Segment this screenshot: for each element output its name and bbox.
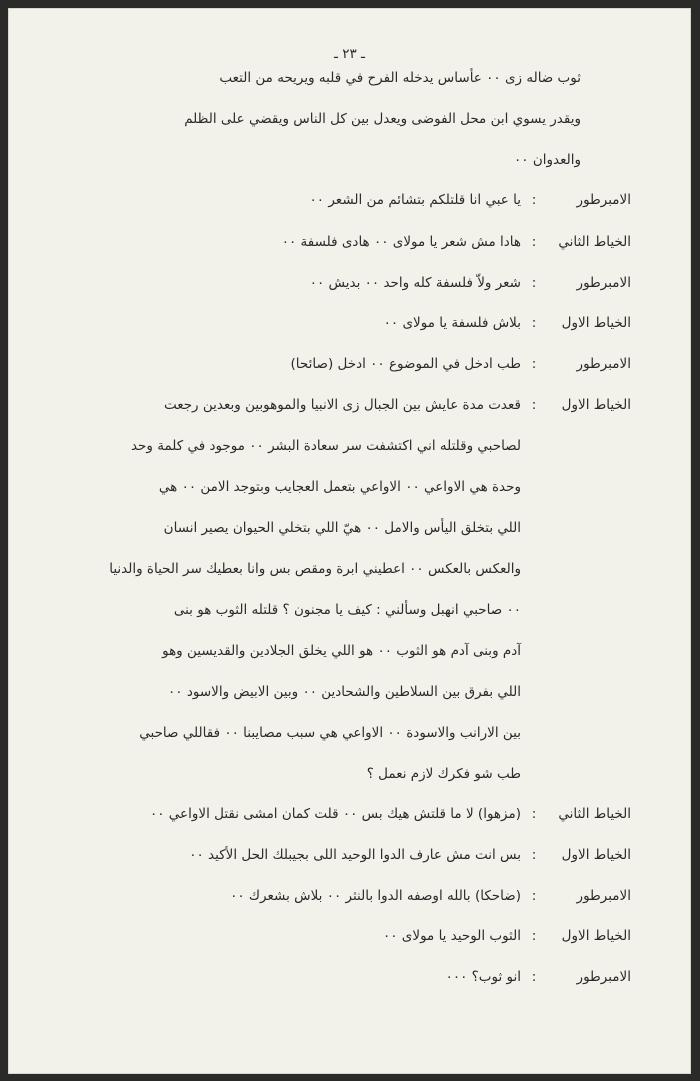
dialogue-line: يا عبي انا قلتلكم بتشائم من الشعر ٠٠: [309, 192, 521, 208]
speaker-colon: :: [531, 315, 537, 331]
document-page: [8, 8, 691, 1074]
speaker-name: الخياط الاول: [561, 928, 631, 944]
dialogue-line: ٠٠ صاحبي انهبل وسألني : كيف يا مجنون ؟ قلتله الثوب هو بنى: [173, 602, 521, 618]
speaker-colon: :: [531, 969, 537, 985]
dialogue-line: والعكس بالعكس ٠٠ اعطيني ابرة ومقص بس وانا بعطيك سر الحياة والدنيا: [109, 561, 521, 577]
speaker-name: الخياط الاول: [561, 847, 631, 863]
dialogue-line: طب شو فكرك لازم نعمل ؟: [366, 766, 521, 782]
dialogue-line: بس انت مش عارف الدوا الوحيد اللى بجيبلك الحل الأكيد ٠٠: [189, 847, 521, 863]
speaker-colon: :: [531, 234, 537, 250]
speaker-name: الامبرطور: [576, 275, 631, 291]
speaker-name: الامبرطور: [576, 969, 631, 985]
speaker-colon: :: [531, 275, 537, 291]
dialogue-line: آدم وبنى آدم هو الثوب ٠٠ هو اللي يخلق الجلادين والقديسين وهو: [162, 643, 521, 659]
dialogue-line: طب ادخل في الموضوع ٠٠ ادخل (صائحا): [290, 356, 521, 372]
intro-line: ثوب ضاله زى ٠٠ عأساس يدخله الفرح في قلبه ويريحه من التعب: [219, 70, 581, 86]
intro-line: ويقدر يسوي ابن محل الفوضى ويعدل بين كل الناس ويقضي على الظلم: [184, 111, 581, 127]
speaker-colon: :: [531, 192, 537, 208]
dialogue-line: هادا مش شعر يا مولاى ٠٠ هادى فلسفة ٠٠: [281, 234, 521, 250]
dialogue-line: اللي بتخلق اليأس والامل ٠٠ هيّ اللي بتخلي الحيوان يصير انسان: [163, 520, 521, 536]
speaker-name: الخياط الاول: [561, 315, 631, 331]
dialogue-line: بلاش فلسفة يا مولاى ٠٠: [383, 315, 521, 331]
speaker-name: الامبرطور: [576, 356, 631, 372]
intro-line: والعدوان ٠٠: [514, 152, 581, 168]
speaker-name: الخياط الثاني: [558, 234, 631, 250]
speaker-colon: :: [531, 888, 537, 904]
dialogue-line: قعدت مدة عايش بين الجبال زى الانبيا والموهوبين وبعدين رجعت: [163, 397, 521, 413]
speaker-name: الخياط الاول: [561, 397, 631, 413]
speaker-name: الامبرطور: [576, 192, 631, 208]
dialogue-line: لصاحبي وقلتله اني اكتشفت سر سعادة البشر ٠٠ موجود في كلمة وحد: [130, 438, 521, 454]
dialogue-line: (ضاحكا) بالله اوصفه الدوا بالنثر ٠٠ بلاش بشعرك ٠٠: [230, 888, 521, 904]
speaker-colon: :: [531, 847, 537, 863]
dialogue-line: بين الارانب والاسودة ٠٠ الاواعي هي سبب مصايبنا ٠٠ فقاللي صاحبي: [139, 725, 521, 741]
dialogue-line: شعر ولاّ فلسفة كله واحد ٠٠ بديش ٠٠: [309, 275, 521, 291]
dialogue-line: (مزهوا) لا ما قلتش هيك بس ٠٠ قلت كمان امشى نقتل الاواعي ٠٠: [149, 806, 521, 822]
dialogue-line: وحدة هي الاواعي ٠٠ الاواعي بتعمل العجايب وبتوجد الامن ٠٠ هي: [158, 479, 521, 495]
speaker-name: الخياط الثاني: [558, 806, 631, 822]
speaker-name: الامبرطور: [576, 888, 631, 904]
speaker-colon: :: [531, 356, 537, 372]
dialogue-line: الثوب الوحيد يا مولاى ٠٠: [383, 928, 521, 944]
speaker-colon: :: [531, 928, 537, 944]
dialogue-line: اللي بفرق بين السلاطين والشحادين ٠٠ وبين الابيض والاسود ٠٠: [168, 684, 521, 700]
page-number: ـ ٢٣ ـ: [333, 46, 365, 62]
dialogue-line: انو ثوب؟ ٠٠٠: [445, 969, 521, 985]
speaker-colon: :: [531, 806, 537, 822]
speaker-colon: :: [531, 397, 537, 413]
